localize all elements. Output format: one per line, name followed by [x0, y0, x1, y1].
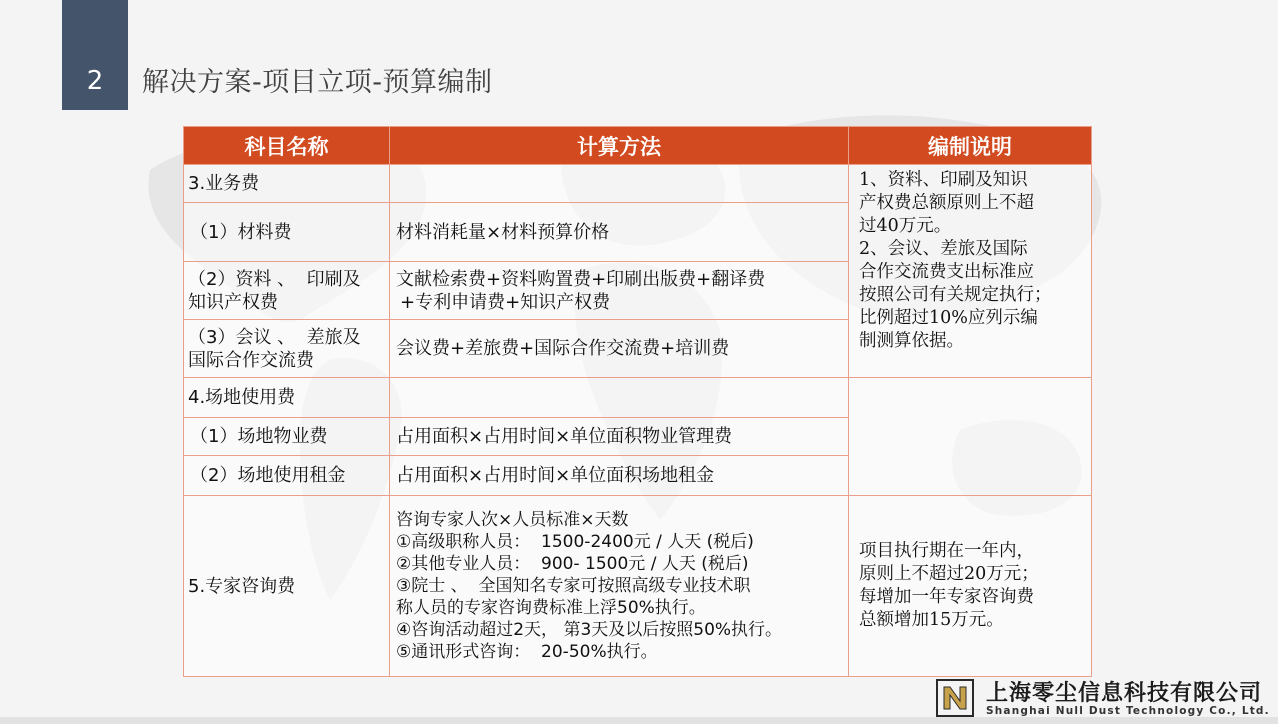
note-line: 原则上不超过20万元； [859, 564, 1039, 584]
note-line: 合作交流费支出标准应 [859, 262, 1034, 282]
note-line: 项目执行期在一年内， [859, 541, 1034, 561]
notes-cell-1 [849, 165, 1092, 378]
row-calc [390, 262, 849, 320]
row-name: 3.业务费 [184, 165, 390, 203]
page-title: 解决方案-项目立项-预算编制 [142, 67, 493, 98]
note-line: 按照公司有关规定执行； [859, 285, 1052, 305]
table-row [184, 165, 1092, 203]
row-name-line: （3）会议 、 差旅及 [188, 326, 361, 348]
note-line: 产权费总额原则上不超 [859, 193, 1034, 213]
company-logo-icon [936, 679, 974, 717]
row-calc [390, 165, 849, 203]
section-number-box [62, 0, 128, 110]
note-line: 每增加一年专家咨询费 [859, 587, 1034, 607]
note-line: 总额增加15万元。 [859, 610, 1004, 630]
calc-line: ①高级职称人员： 1500-2400元 / 人天 (税后) [396, 532, 754, 552]
calc-line: ⑤通讯形式咨询： 20-50%执行。 [396, 642, 658, 662]
row-name-line: 国际合作交流费 [188, 349, 314, 371]
note-line: 1、资料、印刷及知识 [859, 170, 1028, 190]
row-name-line: （2）资料 、 印刷及 [188, 268, 361, 290]
budget-table [183, 126, 1092, 677]
row-name-line: 知识产权费 [188, 291, 278, 313]
row-calc [390, 378, 849, 418]
row-name [184, 320, 390, 378]
row-name [184, 262, 390, 320]
row-calc: 材料消耗量×材料预算价格 [390, 203, 849, 262]
table-row [184, 378, 1092, 418]
calc-line: 称人员的专家咨询费标准上浮50%执行。 [396, 598, 706, 618]
row-calc: 占用面积×占用时间×单位面积物业管理费 [390, 418, 849, 456]
calc-line: ③院士 、 全国知名专家可按照高级专业技术职 [396, 576, 751, 596]
footer-strip [0, 717, 1278, 724]
notes-cell-2 [849, 496, 1092, 677]
row-calc-line: +专利申请费+知识产权费 [400, 291, 611, 313]
section-number: 2 [86, 66, 104, 96]
row-calc: 会议费+差旅费+国际合作交流费+培训费 [390, 320, 849, 378]
header-subject-name: 科目名称 [184, 127, 390, 165]
row-name: （2）场地使用租金 [184, 456, 390, 496]
table-row [184, 496, 1092, 677]
table-header-row [184, 127, 1092, 165]
calc-line: ②其他专业人员： 900- 1500元 / 人天 (税后) [396, 554, 749, 574]
row-name: 5.专家咨询费 [184, 496, 390, 677]
calc-line: 咨询专家人次×人员标准×天数 [396, 510, 629, 530]
row-name: （1）材料费 [184, 203, 390, 262]
note-line: 2、会议、差旅及国际 [859, 239, 1028, 259]
row-calc [390, 496, 849, 677]
note-line: 过40万元。 [859, 216, 952, 236]
note-line: 制测算依据。 [859, 331, 964, 351]
row-calc-line: 文献检索费+资料购置费+印刷出版费+翻译费 [396, 268, 766, 290]
company-name-en: Shanghai Null Dust Technology Co., Ltd. [986, 705, 1270, 717]
company-name-cn: 上海零尘信息科技有限公司 [986, 681, 1263, 706]
row-name: （1）场地物业费 [184, 418, 390, 456]
header-calc-method: 计算方法 [390, 127, 849, 165]
notes-cell-empty [849, 378, 1092, 496]
row-name: 4.场地使用费 [184, 378, 390, 418]
row-calc: 占用面积×占用时间×单位面积场地租金 [390, 456, 849, 496]
header-notes: 编制说明 [849, 127, 1092, 165]
note-line: 比例超过10%应列示编 [859, 308, 1038, 328]
calc-line: ④咨询活动超过2天， 第3天及以后按照50%执行。 [396, 620, 783, 640]
